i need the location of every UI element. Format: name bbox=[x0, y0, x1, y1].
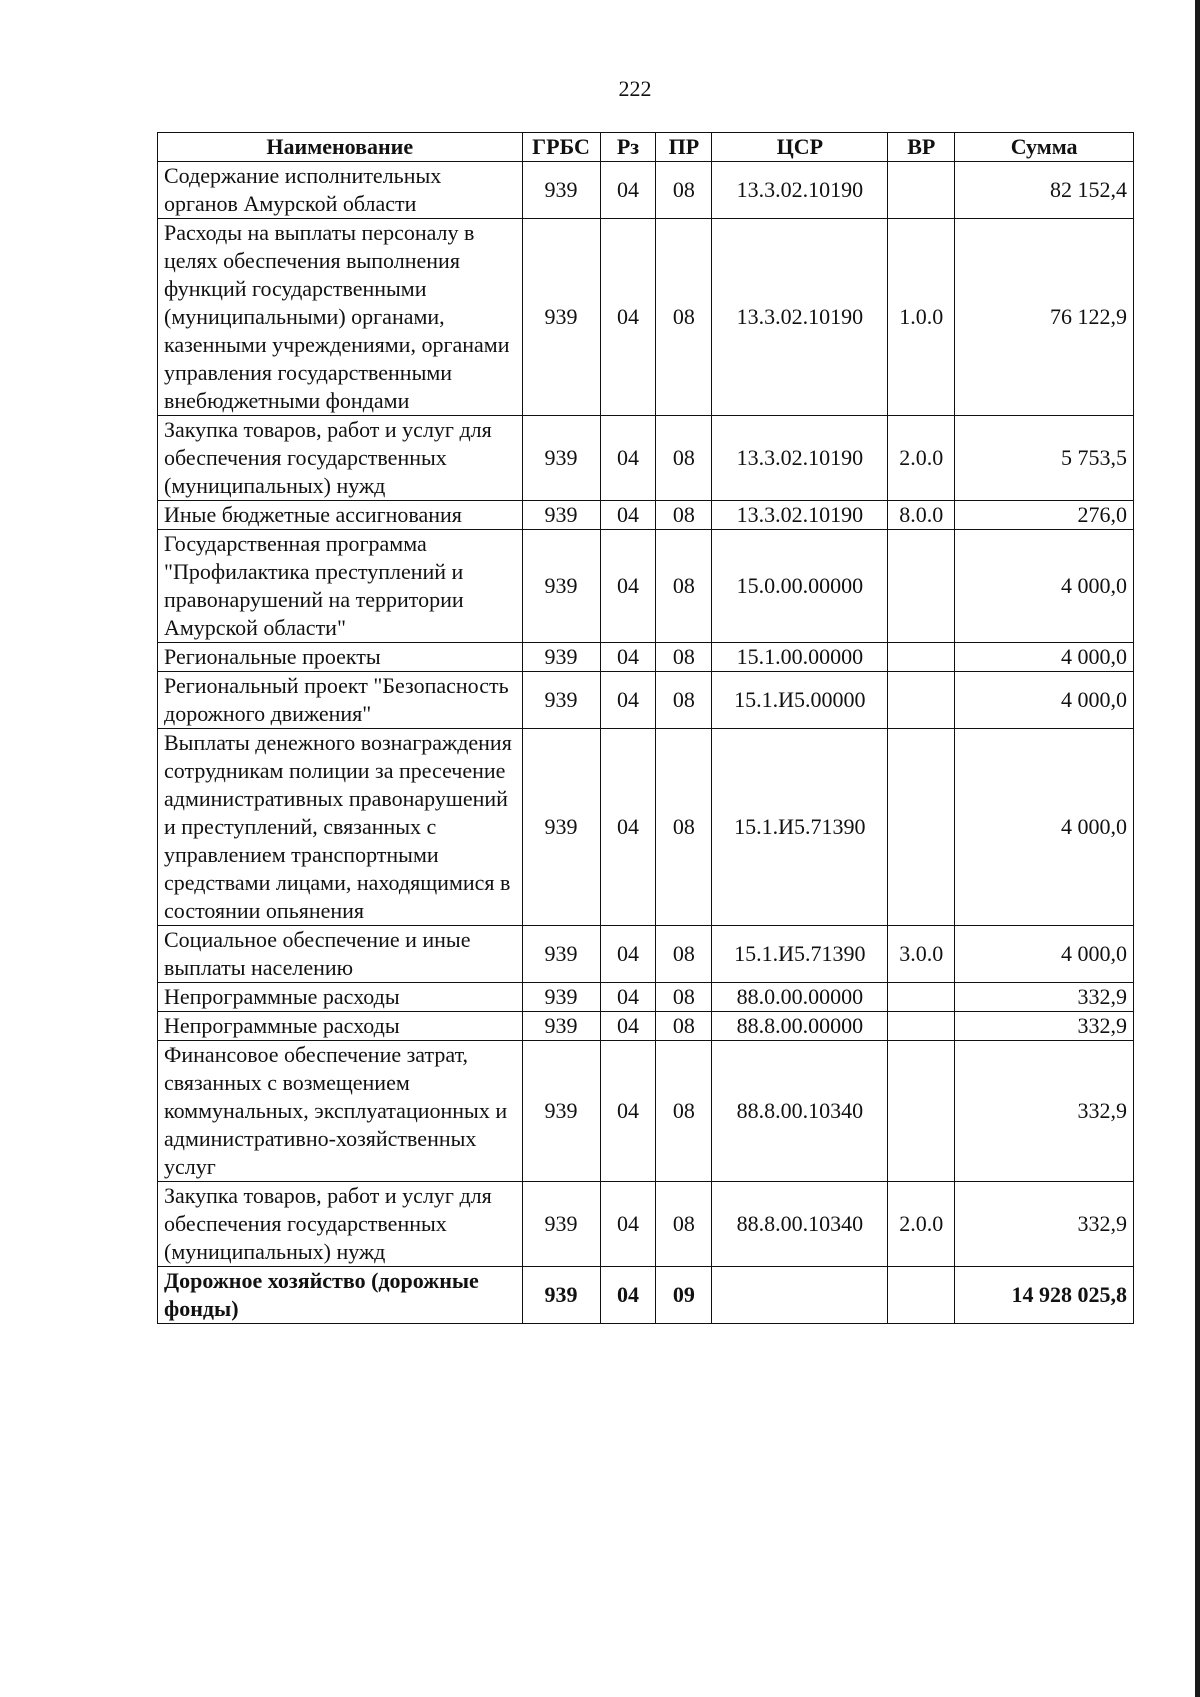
cell-pr: 08 bbox=[656, 501, 712, 530]
cell-sum: 4 000,0 bbox=[955, 729, 1134, 926]
cell-grbs: 939 bbox=[522, 162, 600, 219]
table-row bbox=[158, 643, 1134, 672]
cell-vr: 8.0.0 bbox=[888, 501, 955, 530]
cell-pr: 08 bbox=[656, 1041, 712, 1182]
table-row bbox=[158, 1041, 1134, 1182]
cell-rz: 04 bbox=[600, 983, 656, 1012]
cell-csr: 88.0.00.00000 bbox=[712, 983, 888, 1012]
cell-sum: 332,9 bbox=[955, 1012, 1134, 1041]
cell-csr: 88.8.00.10340 bbox=[712, 1041, 888, 1182]
table-row bbox=[158, 926, 1134, 983]
cell-rz: 04 bbox=[600, 926, 656, 983]
table-row bbox=[158, 1267, 1134, 1324]
table-row bbox=[158, 416, 1134, 501]
cell-csr: 15.1.00.00000 bbox=[712, 643, 888, 672]
table-row bbox=[158, 672, 1134, 729]
cell-vr bbox=[888, 983, 955, 1012]
cell-csr: 13.3.02.10190 bbox=[712, 501, 888, 530]
cell-pr: 08 bbox=[656, 1182, 712, 1267]
cell-name: Иные бюджетные ассигнования bbox=[158, 501, 523, 530]
cell-sum: 82 152,4 bbox=[955, 162, 1134, 219]
cell-grbs: 939 bbox=[522, 643, 600, 672]
cell-csr: 13.3.02.10190 bbox=[712, 416, 888, 501]
cell-pr: 08 bbox=[656, 162, 712, 219]
cell-sum: 4 000,0 bbox=[955, 530, 1134, 643]
header-name: Наименование bbox=[158, 133, 523, 162]
cell-rz: 04 bbox=[600, 729, 656, 926]
table-row bbox=[158, 501, 1134, 530]
cell-sum: 4 000,0 bbox=[955, 672, 1134, 729]
cell-vr bbox=[888, 162, 955, 219]
cell-grbs: 939 bbox=[522, 1041, 600, 1182]
table-row bbox=[158, 219, 1134, 416]
cell-rz: 04 bbox=[600, 530, 656, 643]
cell-sum: 332,9 bbox=[955, 1041, 1134, 1182]
cell-rz: 04 bbox=[600, 1012, 656, 1041]
cell-name: Закупка товаров, работ и услуг для обеспечения государственных (муниципальных) нужд bbox=[158, 416, 523, 501]
cell-rz: 04 bbox=[600, 1041, 656, 1182]
cell-pr: 09 bbox=[656, 1267, 712, 1324]
cell-vr: 2.0.0 bbox=[888, 416, 955, 501]
cell-csr: 15.1.И5.00000 bbox=[712, 672, 888, 729]
cell-rz: 04 bbox=[600, 1267, 656, 1324]
cell-name: Региональные проекты bbox=[158, 643, 523, 672]
cell-grbs: 939 bbox=[522, 416, 600, 501]
header-pr: ПР bbox=[656, 133, 712, 162]
cell-sum: 332,9 bbox=[955, 983, 1134, 1012]
header-grbs: ГРБС bbox=[522, 133, 600, 162]
cell-name: Непрограммные расходы bbox=[158, 983, 523, 1012]
cell-rz: 04 bbox=[600, 672, 656, 729]
page-number: 222 bbox=[618, 76, 652, 101]
cell-csr: 13.3.02.10190 bbox=[712, 162, 888, 219]
cell-sum: 332,9 bbox=[955, 1182, 1134, 1267]
cell-rz: 04 bbox=[600, 219, 656, 416]
cell-grbs: 939 bbox=[522, 672, 600, 729]
table-header-row bbox=[158, 133, 1134, 162]
cell-grbs: 939 bbox=[522, 1012, 600, 1041]
cell-csr bbox=[712, 1267, 888, 1324]
cell-sum: 276,0 bbox=[955, 501, 1134, 530]
cell-pr: 08 bbox=[656, 530, 712, 643]
cell-sum: 76 122,9 bbox=[955, 219, 1134, 416]
cell-pr: 08 bbox=[656, 219, 712, 416]
cell-grbs: 939 bbox=[522, 219, 600, 416]
cell-pr: 08 bbox=[656, 643, 712, 672]
cell-grbs: 939 bbox=[522, 530, 600, 643]
cell-grbs: 939 bbox=[522, 501, 600, 530]
cell-rz: 04 bbox=[600, 1182, 656, 1267]
cell-name: Расходы на выплаты персоналу в целях обеспечения выполнения функций государственными (муниципальными) органами, казенными учреждениями, органами управления государственными внебюджетными фондами bbox=[158, 219, 523, 416]
cell-name: Социальное обеспечение и иные выплаты населению bbox=[158, 926, 523, 983]
cell-name: Непрограммные расходы bbox=[158, 1012, 523, 1041]
cell-grbs: 939 bbox=[522, 1267, 600, 1324]
header-sum: Сумма bbox=[955, 133, 1134, 162]
cell-vr bbox=[888, 530, 955, 643]
cell-csr: 15.1.И5.71390 bbox=[712, 926, 888, 983]
cell-pr: 08 bbox=[656, 1012, 712, 1041]
table-row bbox=[158, 1182, 1134, 1267]
cell-name: Содержание исполнительных органов Амурской области bbox=[158, 162, 523, 219]
cell-vr bbox=[888, 672, 955, 729]
cell-name: Региональный проект "Безопасность дорожного движения" bbox=[158, 672, 523, 729]
cell-sum: 5 753,5 bbox=[955, 416, 1134, 501]
cell-name: Выплаты денежного вознаграждения сотрудникам полиции за пресечение административных правонарушений и преступлений, связанных с управлением транспортными средствами лицами, находящимися в состоянии опьянения bbox=[158, 729, 523, 926]
cell-csr: 88.8.00.00000 bbox=[712, 1012, 888, 1041]
scan-edge-border bbox=[1195, 0, 1200, 1697]
cell-csr: 88.8.00.10340 bbox=[712, 1182, 888, 1267]
table-row bbox=[158, 729, 1134, 926]
cell-csr: 15.1.И5.71390 bbox=[712, 729, 888, 926]
cell-rz: 04 bbox=[600, 643, 656, 672]
cell-pr: 08 bbox=[656, 926, 712, 983]
cell-rz: 04 bbox=[600, 162, 656, 219]
cell-grbs: 939 bbox=[522, 983, 600, 1012]
table-row bbox=[158, 162, 1134, 219]
cell-sum: 4 000,0 bbox=[955, 643, 1134, 672]
table-body bbox=[158, 162, 1134, 1324]
cell-grbs: 939 bbox=[522, 729, 600, 926]
cell-vr: 2.0.0 bbox=[888, 1182, 955, 1267]
cell-grbs: 939 bbox=[522, 926, 600, 983]
cell-vr bbox=[888, 729, 955, 926]
cell-pr: 08 bbox=[656, 983, 712, 1012]
header-vr: ВР bbox=[888, 133, 955, 162]
cell-csr: 15.0.00.00000 bbox=[712, 530, 888, 643]
cell-vr bbox=[888, 1012, 955, 1041]
cell-vr bbox=[888, 1267, 955, 1324]
cell-pr: 08 bbox=[656, 729, 712, 926]
table-row bbox=[158, 1012, 1134, 1041]
cell-vr: 1.0.0 bbox=[888, 219, 955, 416]
cell-rz: 04 bbox=[600, 416, 656, 501]
table-row bbox=[158, 983, 1134, 1012]
cell-pr: 08 bbox=[656, 416, 712, 501]
table-row bbox=[158, 530, 1134, 643]
header-rz: Рз bbox=[600, 133, 656, 162]
cell-rz: 04 bbox=[600, 501, 656, 530]
budget-table bbox=[157, 132, 1134, 1324]
cell-name: Закупка товаров, работ и услуг для обеспечения государственных (муниципальных) нужд bbox=[158, 1182, 523, 1267]
cell-vr: 3.0.0 bbox=[888, 926, 955, 983]
cell-vr bbox=[888, 1041, 955, 1182]
cell-pr: 08 bbox=[656, 672, 712, 729]
cell-sum: 14 928 025,8 bbox=[955, 1267, 1134, 1324]
cell-grbs: 939 bbox=[522, 1182, 600, 1267]
cell-name: Государственная программа "Профилактика преступлений и правонарушений на территории Амурской области" bbox=[158, 530, 523, 643]
cell-vr bbox=[888, 643, 955, 672]
cell-name: Финансовое обеспечение затрат, связанных с возмещением коммунальных, эксплуатационных и административно-хозяйственных услуг bbox=[158, 1041, 523, 1182]
header-csr: ЦСР bbox=[712, 133, 888, 162]
cell-name: Дорожное хозяйство (дорожные фонды) bbox=[158, 1267, 523, 1324]
cell-sum: 4 000,0 bbox=[955, 926, 1134, 983]
cell-csr: 13.3.02.10190 bbox=[712, 219, 888, 416]
